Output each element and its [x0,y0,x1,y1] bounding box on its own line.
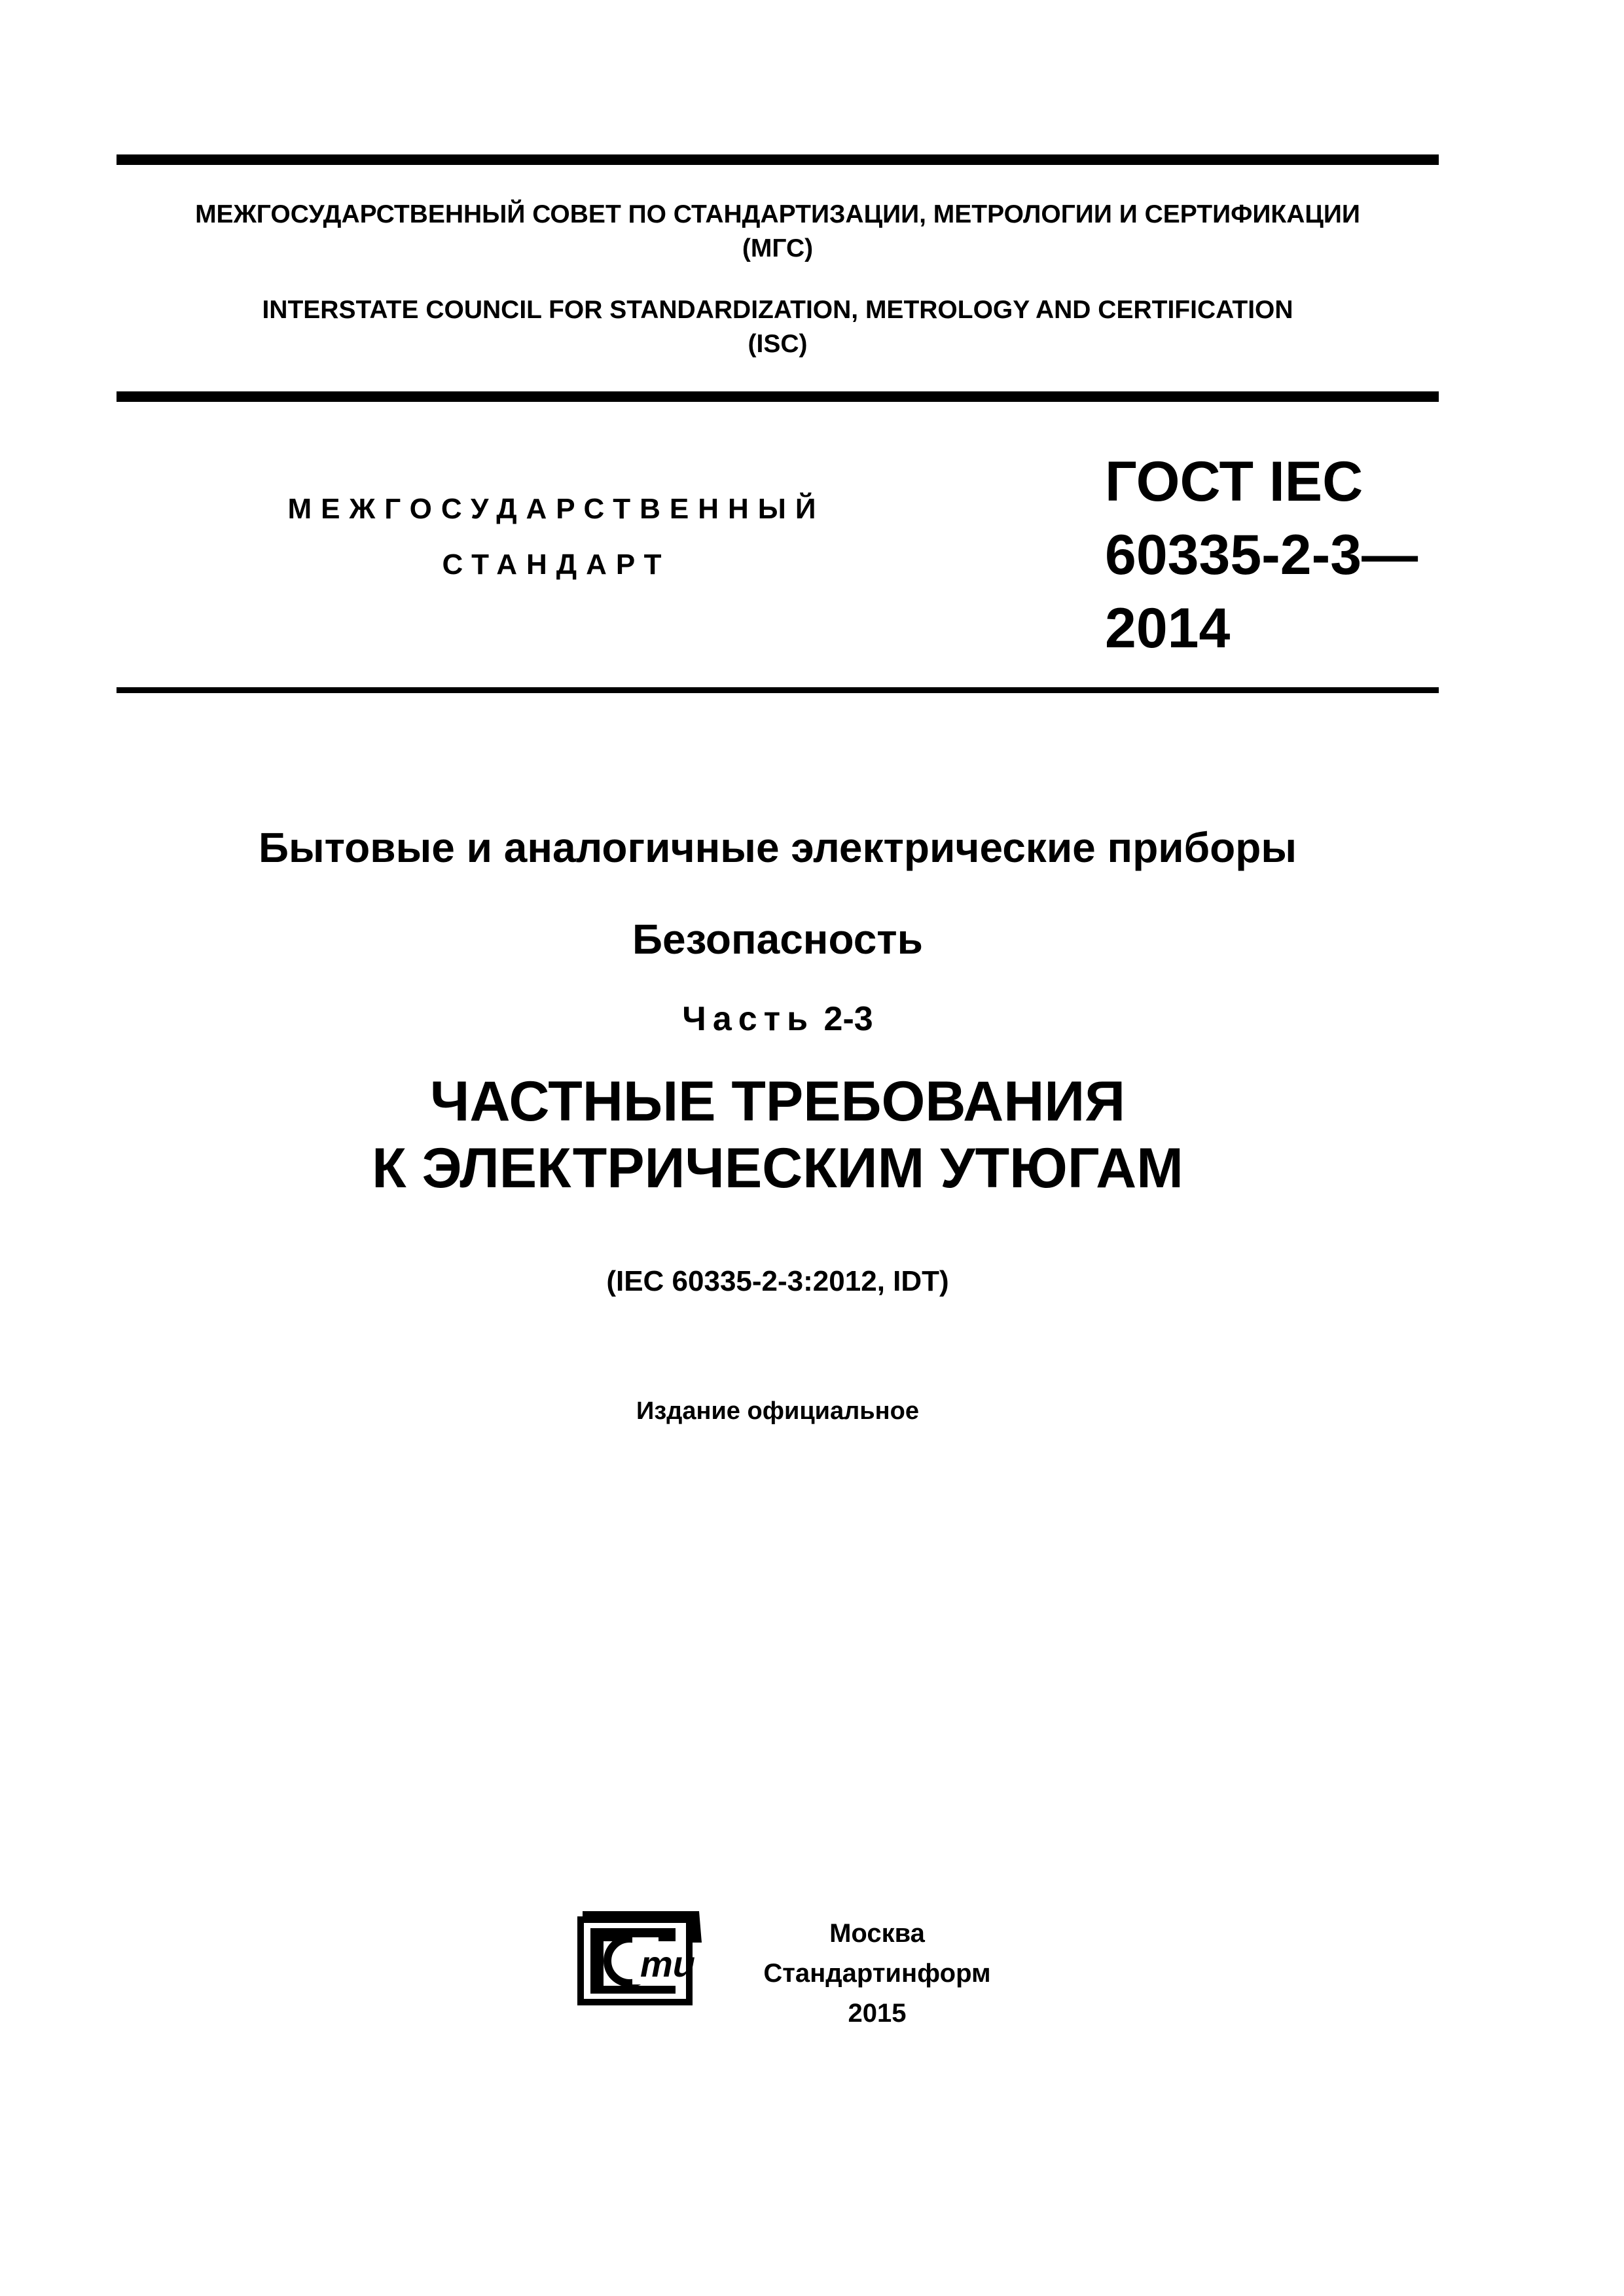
part-word: Часть [682,1000,815,1038]
edition-note: Издание официальное [636,1397,919,1425]
standard-kind-line2: СТАНДАРТ [442,548,671,581]
standartinform-logo-icon [577,1909,706,2007]
imprint-publisher: Стандартинформ [763,1959,991,1988]
middle-rule [117,391,1439,402]
council-name-en-text: INTERSTATE COUNCIL FOR STANDARDIZATION, METROLOGY AND CERTIFICATION [262,296,1293,324]
standard-designation [1105,445,1432,665]
designation-line3: 2014 [1105,597,1231,660]
bottom-rule [117,687,1439,693]
imprint-city: Москва [829,1919,925,1948]
imprint-year: 2015 [848,1999,907,2028]
council-name-ru [117,198,1439,266]
svg-text:ти: ти [640,1943,695,1984]
top-rule [117,154,1439,165]
council-abbr-ru: (МГС) [742,234,814,262]
council-abbr-en: (ISC) [748,330,808,358]
standard-kind-line1: МЕЖГОСУДАРСТВЕННЫЙ [287,493,825,525]
part-number: 2-3 [823,1000,873,1038]
document-title: Бытовые и аналогичные электрические приборы [258,824,1297,871]
specific-title-line1: ЧАСТНЫЕ ТРЕБОВАНИЯ [429,1070,1126,1133]
specific-title-line2: К ЭЛЕКТРИЧЕСКИМ УТЮГАМ [372,1137,1183,1200]
specific-requirements-title [117,1068,1439,1202]
document-subtitle: Безопасность [632,916,923,963]
council-name-ru-text: МЕЖГОСУДАРСТВЕННЫЙ СОВЕТ ПО СТАНДАРТИЗАЦИИ, МЕТРОЛОГИИ И СЕРТИФИКАЦИИ [195,200,1360,228]
designation-line2: 60335-2-3— [1105,524,1418,586]
iec-reference: (IEC 60335-2-3:2012, IDT) [606,1265,949,1297]
council-name-en [117,293,1439,361]
document-part [117,996,1439,1042]
imprint [720,1914,1034,2034]
designation-line1: ГОСТ IEC [1105,450,1363,513]
